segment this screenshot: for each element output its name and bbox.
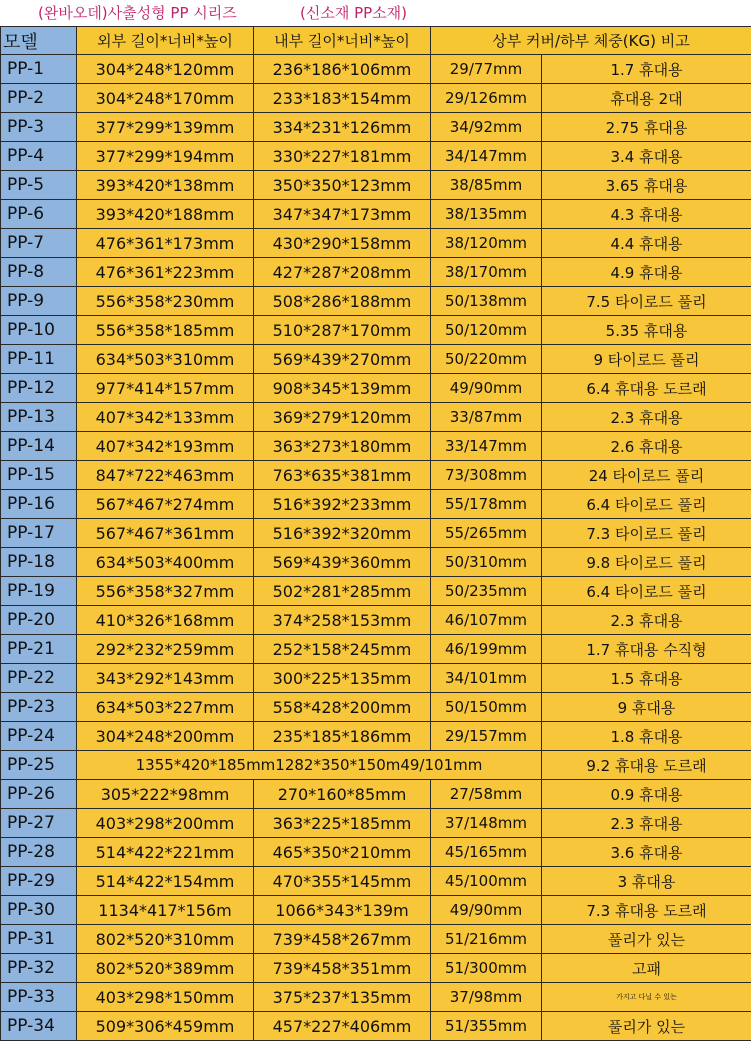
note-cell: 5.35 휴대용	[542, 316, 751, 345]
outer-dimensions-cell: 977*414*157mm	[77, 374, 254, 403]
note-cell: 4.4 휴대용	[542, 229, 751, 258]
table-row	[1, 258, 751, 287]
note-cell: 풀리가 있는	[542, 1012, 751, 1041]
model-cell: PP-31	[1, 925, 77, 954]
outer-dimensions-cell: 304*248*200mm	[77, 722, 254, 751]
table-row	[1, 838, 751, 867]
model-cell: PP-18	[1, 548, 77, 577]
model-cell: PP-10	[1, 316, 77, 345]
table-body	[1, 55, 751, 1041]
inner-dimensions-cell: 369*279*120mm	[254, 403, 431, 432]
outer-dimensions-cell: 634*503*310mm	[77, 345, 254, 374]
inner-dimensions-cell: 470*355*145mm	[254, 867, 431, 896]
note-cell: 7.5 타이로드 풀리	[542, 287, 751, 316]
note-cell: 3.4 휴대용	[542, 142, 751, 171]
table-row	[1, 490, 751, 519]
note-cell: 3.65 휴대용	[542, 171, 751, 200]
model-cell: PP-32	[1, 954, 77, 983]
outer-dimensions-cell: 802*520*389mm	[77, 954, 254, 983]
table-row	[1, 55, 751, 84]
table-row	[1, 316, 751, 345]
inner-dimensions-cell: 270*160*85mm	[254, 780, 431, 809]
inner-dimensions-cell: 252*158*245mm	[254, 635, 431, 664]
table-row	[1, 84, 751, 113]
series-title: (완바오데)사출성형 PP 시리즈	[38, 2, 237, 23]
table-row	[1, 403, 751, 432]
model-cell: PP-12	[1, 374, 77, 403]
model-cell: PP-27	[1, 809, 77, 838]
inner-dimensions-cell: 427*287*208mm	[254, 258, 431, 287]
inner-dimensions-cell: 558*428*200mm	[254, 693, 431, 722]
table-row	[1, 867, 751, 896]
note-cell: 9.8 타이로드 풀리	[542, 548, 751, 577]
cover-weight-cell: 38/135mm	[431, 200, 542, 229]
table-row	[1, 664, 751, 693]
outer-dimensions-cell: 410*326*168mm	[77, 606, 254, 635]
note-cell: 6.4 타이로드 풀리	[542, 490, 751, 519]
table-row	[1, 171, 751, 200]
cover-weight-cell: 49/90mm	[431, 896, 542, 925]
note-cell: 고패	[542, 954, 751, 983]
outer-dimensions-cell: 305*222*98mm	[77, 780, 254, 809]
outer-dimensions-cell: 556*358*327mm	[77, 577, 254, 606]
model-cell: PP-24	[1, 722, 77, 751]
outer-dimensions-cell: 377*299*194mm	[77, 142, 254, 171]
cover-weight-cell: 51/216mm	[431, 925, 542, 954]
inner-dimensions-cell: 763*635*381mm	[254, 461, 431, 490]
table-row	[1, 635, 751, 664]
material-title: (신소재 PP소재)	[300, 2, 407, 23]
cover-weight-cell: 34/101mm	[431, 664, 542, 693]
cover-weight-cell: 38/170mm	[431, 258, 542, 287]
table-row	[1, 432, 751, 461]
header-inner-dimensions: 내부 길이*너비*높이	[254, 27, 431, 55]
model-cell: PP-5	[1, 171, 77, 200]
note-cell: 6.4 휴대용 도르래	[542, 374, 751, 403]
cover-weight-cell: 29/77mm	[431, 55, 542, 84]
note-cell: 9 휴대용	[542, 693, 751, 722]
outer-dimensions-cell: 634*503*227mm	[77, 693, 254, 722]
model-cell: PP-30	[1, 896, 77, 925]
inner-dimensions-cell: 516*392*233mm	[254, 490, 431, 519]
inner-dimensions-cell: 236*186*106mm	[254, 55, 431, 84]
note-cell: 가지고 다닐 수 있는	[542, 983, 751, 1012]
model-cell: PP-26	[1, 780, 77, 809]
cover-weight-cell: 49/90mm	[431, 374, 542, 403]
outer-dimensions-cell: 476*361*173mm	[77, 229, 254, 258]
table-row	[1, 374, 751, 403]
cover-weight-cell: 50/138mm	[431, 287, 542, 316]
inner-dimensions-cell: 508*286*188mm	[254, 287, 431, 316]
table-row	[1, 751, 751, 780]
outer-dimensions-cell: 509*306*459mm	[77, 1012, 254, 1041]
note-cell: 2.3 휴대용	[542, 606, 751, 635]
model-cell: PP-7	[1, 229, 77, 258]
cover-weight-cell: 50/150mm	[431, 693, 542, 722]
note-cell: 4.9 휴대용	[542, 258, 751, 287]
table-row	[1, 896, 751, 925]
inner-dimensions-cell: 363*273*180mm	[254, 432, 431, 461]
outer-dimensions-cell: 393*420*138mm	[77, 171, 254, 200]
outer-dimensions-cell: 514*422*154mm	[77, 867, 254, 896]
cover-weight-cell: 38/85mm	[431, 171, 542, 200]
note-cell: 9.2 휴대용 도르래	[542, 751, 751, 780]
cover-weight-cell: 50/310mm	[431, 548, 542, 577]
outer-dimensions-cell: 567*467*274mm	[77, 490, 254, 519]
model-cell: PP-15	[1, 461, 77, 490]
table-row	[1, 200, 751, 229]
table-row	[1, 345, 751, 374]
table-row	[1, 577, 751, 606]
spec-table	[0, 26, 751, 1041]
inner-dimensions-cell: 430*290*158mm	[254, 229, 431, 258]
table-row	[1, 461, 751, 490]
note-cell: 휴대용 2대	[542, 84, 751, 113]
note-cell: 9 타이로드 풀리	[542, 345, 751, 374]
model-cell: PP-9	[1, 287, 77, 316]
inner-dimensions-cell: 569*439*360mm	[254, 548, 431, 577]
outer-dimensions-cell: 556*358*230mm	[77, 287, 254, 316]
model-cell: PP-16	[1, 490, 77, 519]
inner-dimensions-cell: 1066*343*139m	[254, 896, 431, 925]
table-row	[1, 809, 751, 838]
cover-weight-cell: 50/220mm	[431, 345, 542, 374]
outer-dimensions-cell: 343*292*143mm	[77, 664, 254, 693]
table-row	[1, 519, 751, 548]
model-cell: PP-8	[1, 258, 77, 287]
outer-dimensions-cell: 304*248*120mm	[77, 55, 254, 84]
inner-dimensions-cell: 233*183*154mm	[254, 84, 431, 113]
outer-dimensions-cell: 556*358*185mm	[77, 316, 254, 345]
table-row	[1, 1012, 751, 1041]
header-outer-dimensions: 외부 길이*너비*높이	[77, 27, 254, 55]
inner-dimensions-cell: 569*439*270mm	[254, 345, 431, 374]
cover-weight-cell: 45/100mm	[431, 867, 542, 896]
model-cell: PP-17	[1, 519, 77, 548]
header-cover-weight-note: 상부 커버/하부 체중(KG) 비고	[431, 27, 751, 55]
inner-dimensions-cell: 235*185*186mm	[254, 722, 431, 751]
model-cell: PP-1	[1, 55, 77, 84]
cover-weight-cell: 45/165mm	[431, 838, 542, 867]
cover-weight-cell: 55/265mm	[431, 519, 542, 548]
model-cell: PP-20	[1, 606, 77, 635]
model-cell: PP-25	[1, 751, 77, 780]
inner-dimensions-cell: 300*225*135mm	[254, 664, 431, 693]
outer-dimensions-cell: 802*520*310mm	[77, 925, 254, 954]
cover-weight-cell: 29/157mm	[431, 722, 542, 751]
inner-dimensions-cell: 502*281*285mm	[254, 577, 431, 606]
outer-dimensions-cell: 514*422*221mm	[77, 838, 254, 867]
outer-dimensions-cell: 476*361*223mm	[77, 258, 254, 287]
inner-dimensions-cell: 516*392*320mm	[254, 519, 431, 548]
header-model: 모델	[1, 27, 77, 55]
table-row	[1, 142, 751, 171]
cover-weight-cell: 37/148mm	[431, 809, 542, 838]
note-cell: 1.7 휴대용	[542, 55, 751, 84]
model-cell: PP-34	[1, 1012, 77, 1041]
model-cell: PP-4	[1, 142, 77, 171]
cover-weight-cell: 33/147mm	[431, 432, 542, 461]
cover-weight-cell: 27/58mm	[431, 780, 542, 809]
note-cell: 2.75 휴대용	[542, 113, 751, 142]
inner-dimensions-cell: 374*258*153mm	[254, 606, 431, 635]
cover-weight-cell: 33/87mm	[431, 403, 542, 432]
inner-dimensions-cell: 465*350*210mm	[254, 838, 431, 867]
model-cell: PP-6	[1, 200, 77, 229]
model-cell: PP-3	[1, 113, 77, 142]
outer-dimensions-cell: 1134*417*156m	[77, 896, 254, 925]
table-row	[1, 954, 751, 983]
model-cell: PP-14	[1, 432, 77, 461]
cover-weight-cell: 73/308mm	[431, 461, 542, 490]
table-row	[1, 548, 751, 577]
note-cell: 3 휴대용	[542, 867, 751, 896]
model-cell: PP-21	[1, 635, 77, 664]
model-cell: PP-23	[1, 693, 77, 722]
note-cell: 2.3 휴대용	[542, 809, 751, 838]
note-cell: 1.7 휴대용 수직형	[542, 635, 751, 664]
cover-weight-cell: 51/355mm	[431, 1012, 542, 1041]
cover-weight-cell: 55/178mm	[431, 490, 542, 519]
model-cell: PP-28	[1, 838, 77, 867]
table-row	[1, 722, 751, 751]
model-cell: PP-11	[1, 345, 77, 374]
cover-weight-cell: 34/147mm	[431, 142, 542, 171]
model-cell: PP-13	[1, 403, 77, 432]
model-cell: PP-22	[1, 664, 77, 693]
cover-weight-cell: 46/107mm	[431, 606, 542, 635]
note-cell: 7.3 휴대용 도르래	[542, 896, 751, 925]
header-row	[1, 27, 751, 55]
table-row	[1, 229, 751, 258]
cover-weight-cell: 34/92mm	[431, 113, 542, 142]
outer-dimensions-cell: 304*248*170mm	[77, 84, 254, 113]
note-cell: 24 타이로드 풀리	[542, 461, 751, 490]
outer-dimensions-cell: 377*299*139mm	[77, 113, 254, 142]
table-row	[1, 113, 751, 142]
inner-dimensions-cell: 330*227*181mm	[254, 142, 431, 171]
outer-dimensions-cell: 292*232*259mm	[77, 635, 254, 664]
model-cell: PP-2	[1, 84, 77, 113]
note-cell: 4.3 휴대용	[542, 200, 751, 229]
table-row	[1, 780, 751, 809]
table-row	[1, 606, 751, 635]
outer-dimensions-cell: 634*503*400mm	[77, 548, 254, 577]
title-bar	[0, 0, 751, 26]
model-cell: PP-29	[1, 867, 77, 896]
outer-dimensions-cell: 407*342*193mm	[77, 432, 254, 461]
note-cell: 2.6 휴대용	[542, 432, 751, 461]
note-cell: 6.4 타이로드 풀리	[542, 577, 751, 606]
inner-dimensions-cell: 739*458*351mm	[254, 954, 431, 983]
note-cell: 3.6 휴대용	[542, 838, 751, 867]
inner-dimensions-cell: 350*350*123mm	[254, 171, 431, 200]
cover-weight-cell: 29/126mm	[431, 84, 542, 113]
outer-dimensions-cell: 847*722*463mm	[77, 461, 254, 490]
table-row	[1, 287, 751, 316]
inner-dimensions-cell: 375*237*135mm	[254, 983, 431, 1012]
outer-dimensions-cell: 403*298*200mm	[77, 809, 254, 838]
inner-dimensions-cell: 510*287*170mm	[254, 316, 431, 345]
note-cell: 7.3 타이로드 풀리	[542, 519, 751, 548]
outer-dimensions-cell: 407*342*133mm	[77, 403, 254, 432]
inner-dimensions-cell: 334*231*126mm	[254, 113, 431, 142]
note-cell: 1.5 휴대용	[542, 664, 751, 693]
inner-dimensions-cell: 908*345*139mm	[254, 374, 431, 403]
cover-weight-cell: 50/235mm	[431, 577, 542, 606]
outer-dimensions-cell: 567*467*361mm	[77, 519, 254, 548]
cover-weight-cell: 50/120mm	[431, 316, 542, 345]
table-row	[1, 983, 751, 1012]
model-cell: PP-33	[1, 983, 77, 1012]
inner-dimensions-cell: 347*347*173mm	[254, 200, 431, 229]
note-cell: 0.9 휴대용	[542, 780, 751, 809]
cover-weight-cell: 46/199mm	[431, 635, 542, 664]
inner-dimensions-cell: 363*225*185mm	[254, 809, 431, 838]
model-cell: PP-19	[1, 577, 77, 606]
cover-weight-cell: 38/120mm	[431, 229, 542, 258]
cover-weight-cell: 37/98mm	[431, 983, 542, 1012]
note-cell: 2.3 휴대용	[542, 403, 751, 432]
inner-dimensions-cell: 739*458*267mm	[254, 925, 431, 954]
cover-weight-cell: 51/300mm	[431, 954, 542, 983]
note-cell: 풀리가 있는	[542, 925, 751, 954]
note-cell: 1.8 휴대용	[542, 722, 751, 751]
merged-dimensions-cell: 1355*420*185mm1282*350*150m49/101mm	[77, 751, 542, 780]
table-row	[1, 925, 751, 954]
table-row	[1, 693, 751, 722]
outer-dimensions-cell: 393*420*188mm	[77, 200, 254, 229]
inner-dimensions-cell: 457*227*406mm	[254, 1012, 431, 1041]
outer-dimensions-cell: 403*298*150mm	[77, 983, 254, 1012]
